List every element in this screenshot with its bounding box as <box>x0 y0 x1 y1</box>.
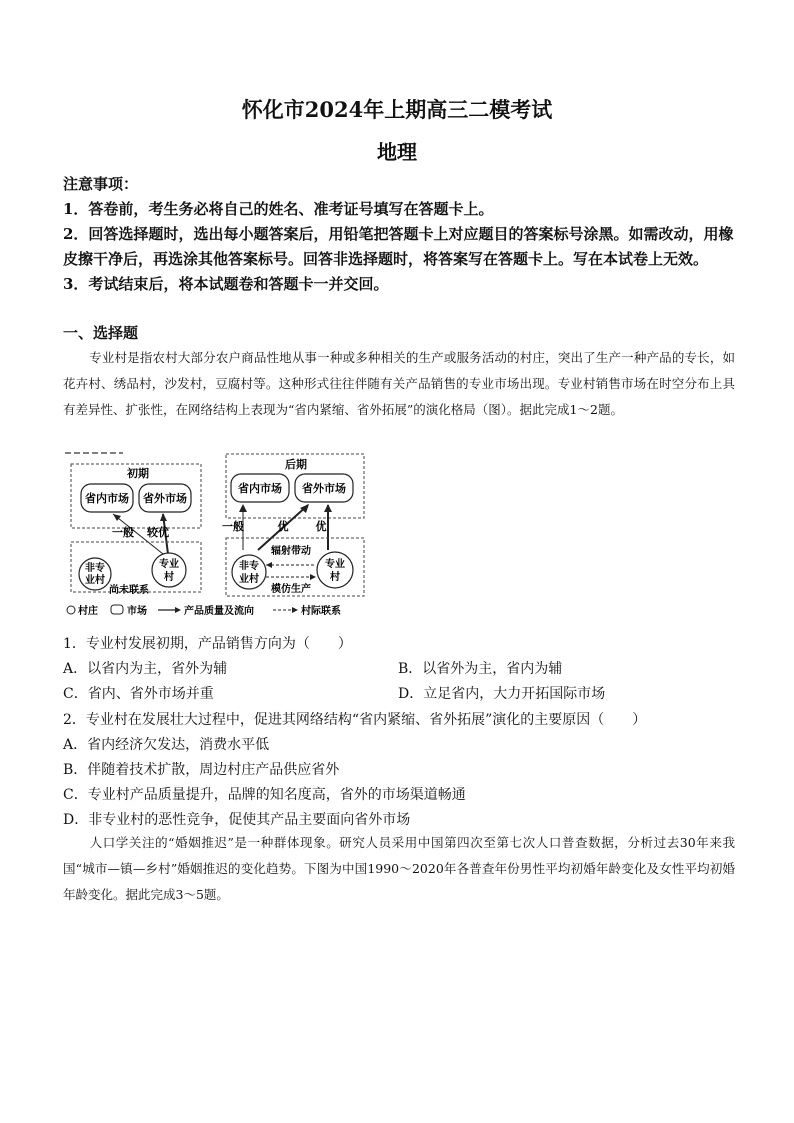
note-item: 3．考试结束后，将本试题卷和答题卡一并交回。 <box>63 275 389 293</box>
market-network-figure <box>63 450 368 620</box>
early-pro-village-label-1: 专业 <box>159 559 179 570</box>
option-b[interactable]: B．伴随着技术扩散，周边村庄产品供应省外 <box>63 762 340 778</box>
late-out-province-market-label: 省外市场 <box>302 483 346 495</box>
option-c[interactable]: C．省内、省外市场并重 <box>63 686 214 702</box>
subject-title: 地理 <box>377 140 417 164</box>
legend-link: 村际联系 <box>301 606 341 617</box>
early-pro-village-label-2: 村 <box>164 572 174 583</box>
section-title: 一、选择题 <box>63 324 139 342</box>
question-stem: 1．专业村发展初期，产品销售方向为（ ） <box>63 636 352 652</box>
late-pro-village-label-2: 村 <box>330 572 340 583</box>
late-in-province-market-label: 省内市场 <box>238 483 282 495</box>
late-link-top-label: 辐射带动 <box>271 546 311 557</box>
late-non-village-label-2: 业村 <box>239 574 259 585</box>
late-flow-a-label: 优 <box>277 521 289 533</box>
legend-village: 村庄 <box>78 606 98 617</box>
note-item: 1．答卷前，考生务必将自己的姓名、准考证号填写在答题卡上。 <box>63 200 494 218</box>
notes-block <box>63 172 735 297</box>
note-item: 2．回答选择题时，选出每小题答案后，用铅笔把答题卡上对应题目的答案标号涂黑。如需改动，用橡皮擦干净后，再选涂其他答案标号。回答非选择题时，将答案写在答题卡上。写在本试卷上无效。 <box>63 225 734 268</box>
early-in-province-market-label: 省内市场 <box>85 493 129 505</box>
option-b[interactable]: B．以省外为主，省内为辅 <box>398 661 563 677</box>
notes-heading: 注意事项： <box>63 175 139 193</box>
option-row <box>63 682 743 707</box>
option-d[interactable]: D．立足省内，大力开拓国际市场 <box>398 686 606 702</box>
option-a[interactable]: A．省内经济欠发达，消费水平低 <box>63 737 270 753</box>
option-c[interactable]: C．专业村产品质量提升，品牌的知名度高，省外的市场渠道畅通 <box>63 787 466 803</box>
passage-1 <box>63 345 735 423</box>
late-pro-village-label-1: 专业 <box>325 559 345 570</box>
early-stage-label: 初期 <box>127 468 149 480</box>
option-d[interactable]: D．非专业村的恶性竞争，促使其产品主要面向省外市场 <box>63 812 411 828</box>
early-link-label: 尚未联系 <box>109 585 149 596</box>
early-flow-in-label: 一般 <box>112 527 134 539</box>
late-stage-label: 后期 <box>285 459 307 471</box>
passage-2-text: 人口学关注的“婚姻推迟”是一种群体现象。研究人员采用中国第四次至第七次人口普查数据，分析过去30年来我国“城市—镇—乡村”婚姻推迟的变化趋势。下图为中国1990～2020年各普查年份男性平均初婚年龄变化及女性平均初婚年龄变化。据此完成3～5题。 <box>63 835 735 902</box>
figure-legend <box>67 604 341 617</box>
late-link-bottom-label: 模仿生产 <box>271 584 311 595</box>
early-flow-out-label: 较优 <box>147 527 169 539</box>
early-non-village-label-1: 非专 <box>85 563 105 574</box>
option-row <box>63 657 743 682</box>
exam-title: 怀化市2024年上期高三二模考试 <box>241 97 553 122</box>
passage-2 <box>63 830 735 908</box>
question-1 <box>63 632 743 707</box>
option-a[interactable]: A．以省内为主，省外为辅 <box>63 661 228 677</box>
late-non-village-label-1: 非专 <box>239 561 259 572</box>
early-out-province-market-label: 省外市场 <box>143 493 187 505</box>
passage-1-text: 专业村是指农村大部分农户商品性地从事一种或多种相关的生产或服务活动的村庄，突出了生产一种产品的专长，如花卉村、绣品村，沙发村，豆腐村等。这种形式往往伴随有关产品销售的专业市场出现。专业村销售市场在时空分布上具有差异性、扩张性，在网络结构上表现为“省内紧缩、省外拓展”的演化格局（图）。据此完成1～2题。 <box>63 350 735 417</box>
late-flow-in-label: 一般 <box>222 521 244 533</box>
early-non-village-label-2: 业村 <box>85 575 105 586</box>
legend-flow: 产品质量及流向 <box>184 606 254 617</box>
question-stem: 2．专业村在发展壮大过程中，促进其网络结构“省内紧缩、省外拓展”演化的主要原因（ ） <box>63 712 647 728</box>
question-2 <box>63 708 743 833</box>
late-flow-b-label: 优 <box>315 521 327 533</box>
legend-market: 市场 <box>127 606 147 617</box>
